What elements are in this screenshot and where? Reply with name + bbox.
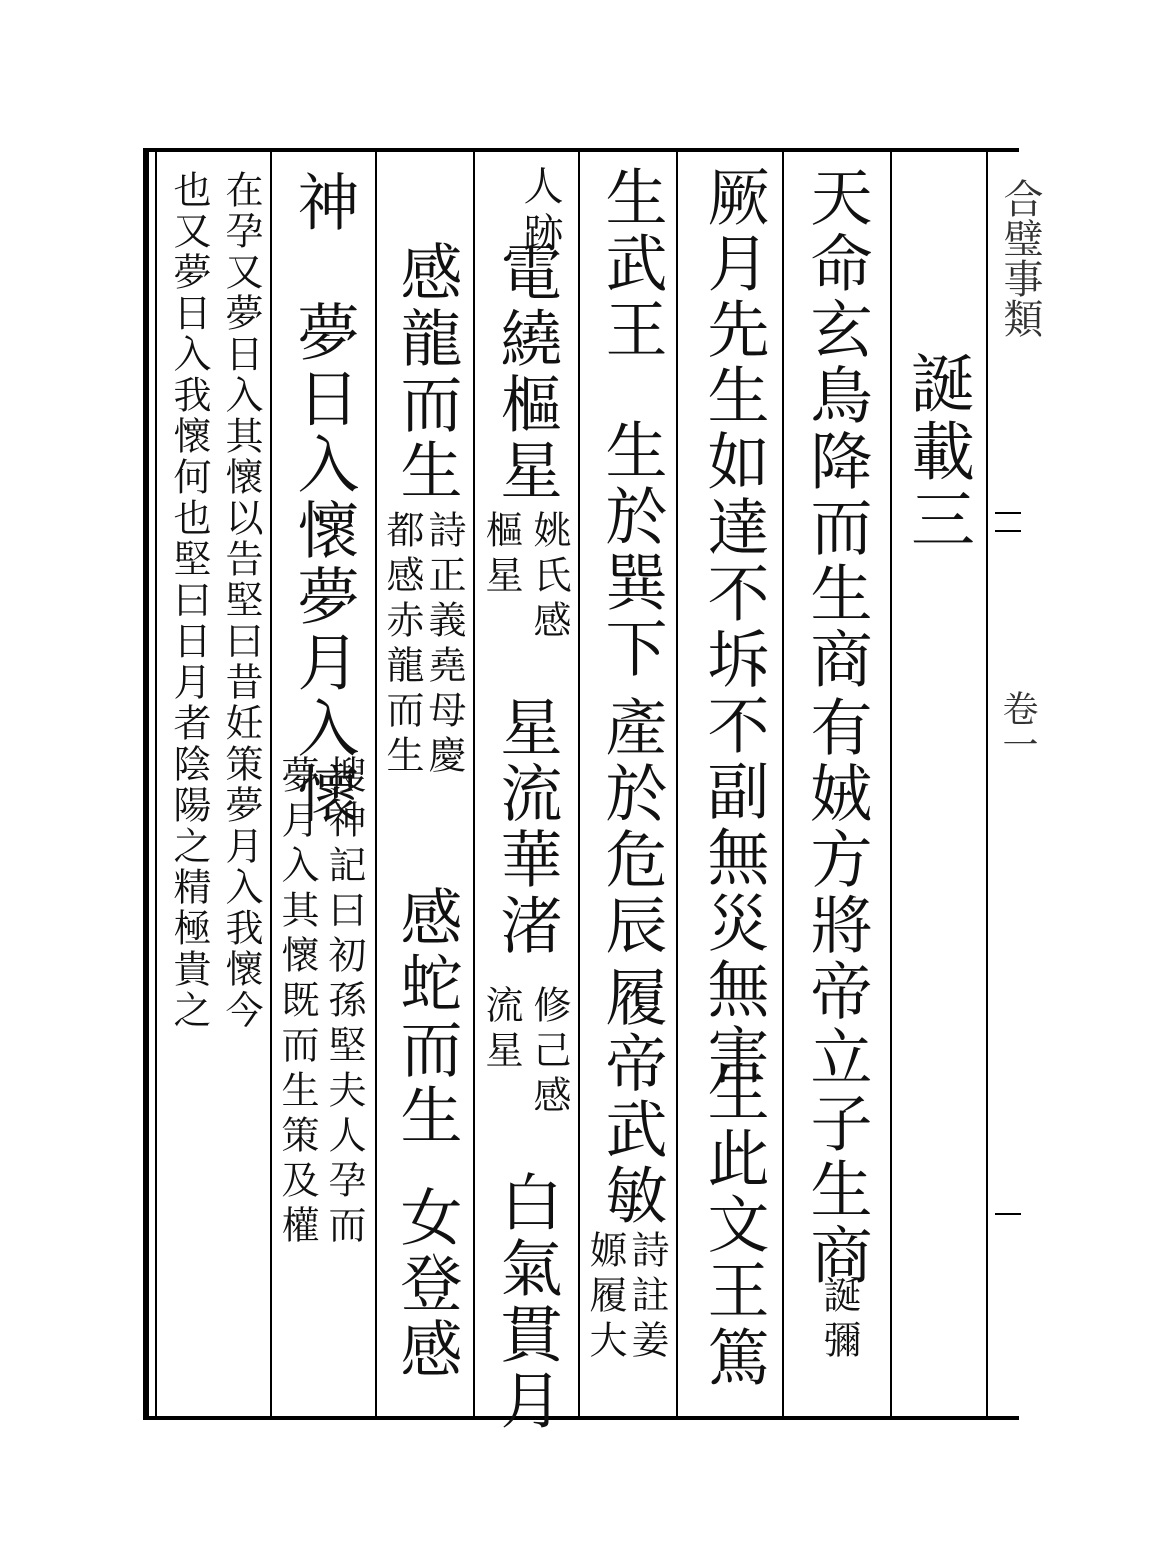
text-column-main: 神	[287, 170, 360, 236]
column-rule	[473, 150, 475, 1418]
frame-left-inner-border	[155, 148, 157, 1420]
text-column-main: 電繞樞星	[490, 240, 563, 504]
text-column-note: 篤	[697, 1325, 770, 1391]
text-column-note: 人跡	[517, 165, 563, 259]
text-column-main: 感龍而生	[390, 240, 463, 504]
text-column-note: 流星	[479, 985, 523, 1075]
text-column-note: 嫄履大	[583, 1230, 627, 1365]
text-column-note: 詩註姜	[625, 1230, 669, 1365]
margin-title: 合璧事類	[997, 178, 1043, 338]
text-column-main: 生武王	[595, 165, 668, 363]
margin-fishtail	[995, 530, 1021, 532]
text-column-main: 產於危辰	[595, 695, 668, 959]
frame-right-border	[986, 148, 988, 1420]
text-column-note: 也又夢日入我懷何也堅曰日月者陰陽之精極貴之	[167, 170, 211, 1031]
text-column-note: 夢月入其懷既而生策及權	[275, 755, 319, 1250]
column-rule	[375, 150, 377, 1418]
column-rule	[578, 150, 580, 1418]
text-column-main: 白氣貫月	[490, 1170, 563, 1434]
column-rule	[676, 150, 678, 1418]
column-rule	[270, 150, 272, 1418]
text-column-main: 生此文王	[697, 1060, 770, 1324]
text-column-note: 搜神記曰初孫堅夫人孕而	[322, 755, 366, 1250]
section-heading: 誕載三	[900, 350, 974, 554]
frame-bottom-border	[143, 1416, 1019, 1420]
text-column-main: 有娀方將帝立子生商	[800, 695, 873, 1289]
text-column-note: 詩正義堯母慶	[422, 510, 466, 780]
text-column-note: 在孕又夢日入其懷以告堅曰昔妊策夢月入我懷今	[219, 170, 263, 1031]
frame-top-border	[143, 148, 1019, 152]
text-column-note: 誕彌	[817, 1275, 861, 1365]
margin-fishtail	[995, 512, 1021, 514]
text-column-note: 都感赤龍而生	[380, 510, 424, 780]
margin-mark	[995, 1213, 1021, 1215]
column-rule	[890, 150, 892, 1418]
text-column-main: 履帝武敏	[595, 965, 668, 1229]
text-column-main: 天命玄鳥降而生商	[800, 165, 873, 693]
text-column-main: 女登感	[390, 1185, 463, 1383]
text-column-note: 修己感	[527, 985, 571, 1120]
text-column-main: 厥月先生如達不坼不副無災無害	[697, 165, 770, 1089]
text-column-note: 姚氏感	[527, 510, 571, 645]
text-column-main: 感蛇而生	[390, 885, 463, 1149]
column-rule	[782, 150, 784, 1418]
frame-left-border	[143, 148, 149, 1420]
text-column-main: 星流華渚	[490, 695, 563, 959]
text-column-note: 樞星	[479, 510, 523, 600]
text-column-main: 夢日入懷夢月入懷	[287, 300, 360, 828]
text-column-main: 生於巽下	[595, 418, 668, 682]
margin-volume: 卷一	[997, 690, 1038, 762]
